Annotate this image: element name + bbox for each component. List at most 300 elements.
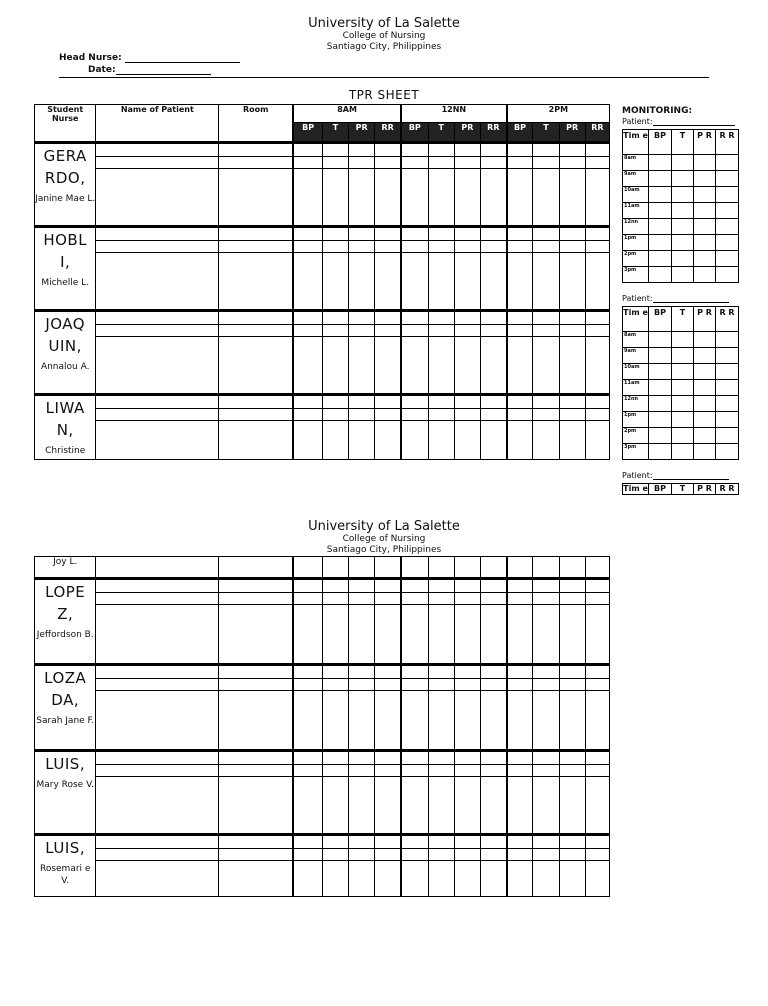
patient-name-cell[interactable] (96, 337, 219, 395)
patient-name-cell[interactable] (96, 169, 219, 227)
vital-entry-cell[interactable] (428, 241, 454, 253)
vital-entry-cell[interactable] (401, 849, 428, 861)
vital-entry-cell[interactable] (559, 143, 585, 157)
vital-entry-cell[interactable] (454, 409, 480, 421)
vital-entry-cell[interactable] (428, 691, 454, 751)
vital-entry-cell[interactable] (585, 253, 609, 311)
vital-entry-cell[interactable] (454, 325, 480, 337)
vital-entry-cell[interactable] (454, 557, 480, 579)
vital-entry-cell[interactable] (585, 605, 609, 665)
vital-entry-cell[interactable] (401, 311, 428, 325)
vital-entry-cell[interactable] (349, 325, 375, 337)
vital-entry-cell[interactable] (507, 691, 533, 751)
vital-entry-cell[interactable] (533, 579, 559, 593)
vital-entry-cell[interactable] (428, 605, 454, 665)
vital-entry-cell[interactable] (585, 421, 609, 460)
vital-entry-cell[interactable] (481, 835, 507, 849)
vital-entry-cell[interactable] (401, 861, 428, 897)
vital-entry-cell[interactable] (507, 395, 533, 409)
patient-name-cell[interactable] (96, 227, 219, 241)
monitoring-patient-1[interactable] (622, 117, 735, 126)
vital-entry-cell[interactable] (375, 241, 401, 253)
monitoring-entry-cell[interactable] (694, 267, 716, 283)
patient-name-cell[interactable] (96, 241, 219, 253)
vital-entry-cell[interactable] (349, 849, 375, 861)
vital-entry-cell[interactable] (454, 751, 480, 765)
vital-entry-cell[interactable] (481, 679, 507, 691)
vital-entry-cell[interactable] (533, 751, 559, 765)
patient-name-cell[interactable] (96, 605, 219, 665)
vital-entry-cell[interactable] (349, 605, 375, 665)
vital-entry-cell[interactable] (454, 849, 480, 861)
vital-entry-cell[interactable] (507, 765, 533, 777)
monitoring-entry-cell[interactable] (649, 348, 672, 364)
vital-entry-cell[interactable] (322, 679, 348, 691)
monitoring-entry-cell[interactable] (649, 396, 672, 412)
vital-entry-cell[interactable] (322, 421, 348, 460)
vital-entry-cell[interactable] (585, 311, 609, 325)
vital-entry-cell[interactable] (349, 777, 375, 835)
vital-entry-cell[interactable] (401, 157, 428, 169)
monitoring-entry-cell[interactable] (694, 364, 716, 380)
room-cell[interactable] (219, 593, 294, 605)
patient-name-cell[interactable] (96, 311, 219, 325)
vital-entry-cell[interactable] (585, 169, 609, 227)
vital-entry-cell[interactable] (322, 143, 348, 157)
vital-entry-cell[interactable] (322, 169, 348, 227)
vital-entry-cell[interactable] (349, 253, 375, 311)
vital-entry-cell[interactable] (401, 325, 428, 337)
vital-entry-cell[interactable] (559, 593, 585, 605)
vital-entry-cell[interactable] (401, 777, 428, 835)
vital-entry-cell[interactable] (533, 241, 559, 253)
monitoring-entry-cell[interactable] (672, 171, 694, 187)
monitoring-entry-cell[interactable] (716, 348, 739, 364)
vital-entry-cell[interactable] (481, 605, 507, 665)
monitoring-entry-cell[interactable] (694, 348, 716, 364)
vital-entry-cell[interactable] (349, 241, 375, 253)
vital-entry-cell[interactable] (293, 751, 322, 765)
patient-name-cell[interactable] (96, 861, 219, 897)
vital-entry-cell[interactable] (375, 777, 401, 835)
vital-entry-cell[interactable] (559, 169, 585, 227)
monitoring-entry-cell[interactable] (716, 187, 739, 203)
monitoring-entry-cell[interactable] (694, 171, 716, 187)
vital-entry-cell[interactable] (375, 253, 401, 311)
monitoring-entry-cell[interactable] (716, 155, 739, 171)
vital-entry-cell[interactable] (322, 665, 348, 679)
vital-entry-cell[interactable] (454, 421, 480, 460)
vital-entry-cell[interactable] (293, 169, 322, 227)
vital-entry-cell[interactable] (322, 557, 348, 579)
monitoring-entry-cell[interactable] (694, 412, 716, 428)
vital-entry-cell[interactable] (293, 253, 322, 311)
vital-entry-cell[interactable] (293, 835, 322, 849)
vital-entry-cell[interactable] (533, 143, 559, 157)
vital-entry-cell[interactable] (322, 253, 348, 311)
vital-entry-cell[interactable] (533, 421, 559, 460)
vital-entry-cell[interactable] (375, 579, 401, 593)
vital-entry-cell[interactable] (507, 665, 533, 679)
patient-name-cell[interactable] (96, 409, 219, 421)
vital-entry-cell[interactable] (559, 751, 585, 765)
vital-entry-cell[interactable] (375, 557, 401, 579)
vital-entry-cell[interactable] (481, 777, 507, 835)
vital-entry-cell[interactable] (559, 395, 585, 409)
vital-entry-cell[interactable] (401, 253, 428, 311)
vital-entry-cell[interactable] (293, 593, 322, 605)
room-cell[interactable] (219, 409, 294, 421)
patient-name-cell[interactable] (96, 849, 219, 861)
vital-entry-cell[interactable] (559, 691, 585, 751)
vital-entry-cell[interactable] (585, 861, 609, 897)
vital-entry-cell[interactable] (349, 861, 375, 897)
room-cell[interactable] (219, 605, 294, 665)
monitoring-entry-cell[interactable] (716, 219, 739, 235)
vital-entry-cell[interactable] (322, 691, 348, 751)
vital-entry-cell[interactable] (454, 337, 480, 395)
vital-entry-cell[interactable] (349, 665, 375, 679)
monitoring-entry-cell[interactable] (694, 219, 716, 235)
vital-entry-cell[interactable] (585, 751, 609, 765)
vital-entry-cell[interactable] (428, 835, 454, 849)
vital-entry-cell[interactable] (559, 253, 585, 311)
vital-entry-cell[interactable] (401, 227, 428, 241)
vital-entry-cell[interactable] (559, 409, 585, 421)
monitoring-entry-cell[interactable] (716, 396, 739, 412)
monitoring-entry-cell[interactable] (716, 267, 739, 283)
vital-entry-cell[interactable] (401, 395, 428, 409)
monitoring-entry-cell[interactable] (649, 332, 672, 348)
vital-entry-cell[interactable] (375, 227, 401, 241)
vital-entry-cell[interactable] (533, 227, 559, 241)
vital-entry-cell[interactable] (454, 679, 480, 691)
room-cell[interactable] (219, 777, 294, 835)
monitoring-entry-cell[interactable] (649, 171, 672, 187)
monitoring-entry-cell[interactable] (716, 171, 739, 187)
vital-entry-cell[interactable] (322, 311, 348, 325)
patient-name-cell[interactable] (96, 143, 219, 157)
vital-entry-cell[interactable] (507, 157, 533, 169)
vital-entry-cell[interactable] (349, 835, 375, 849)
vital-entry-cell[interactable] (293, 579, 322, 593)
vital-entry-cell[interactable] (507, 777, 533, 835)
vital-entry-cell[interactable] (428, 849, 454, 861)
vital-entry-cell[interactable] (454, 311, 480, 325)
vital-entry-cell[interactable] (559, 665, 585, 679)
vital-entry-cell[interactable] (293, 241, 322, 253)
vital-entry-cell[interactable] (507, 143, 533, 157)
vital-entry-cell[interactable] (322, 751, 348, 765)
monitoring-patient-2[interactable] (622, 294, 729, 303)
vital-entry-cell[interactable] (480, 157, 506, 169)
vital-entry-cell[interactable] (507, 751, 533, 765)
vital-entry-cell[interactable] (454, 861, 480, 897)
vital-entry-cell[interactable] (349, 421, 375, 460)
vital-entry-cell[interactable] (293, 421, 322, 460)
monitoring-entry-cell[interactable] (716, 235, 739, 251)
vital-entry-cell[interactable] (507, 337, 533, 395)
vital-entry-cell[interactable] (401, 593, 428, 605)
vital-entry-cell[interactable] (322, 325, 348, 337)
vital-entry-cell[interactable] (585, 765, 609, 777)
vital-entry-cell[interactable] (375, 325, 401, 337)
vital-entry-cell[interactable] (428, 227, 454, 241)
vital-entry-cell[interactable] (428, 751, 454, 765)
vital-entry-cell[interactable] (533, 765, 559, 777)
vital-entry-cell[interactable] (349, 765, 375, 777)
vital-entry-cell[interactable] (559, 421, 585, 460)
monitoring-entry-cell[interactable] (672, 412, 694, 428)
monitoring-entry-cell[interactable] (716, 444, 739, 460)
vital-entry-cell[interactable] (375, 765, 401, 777)
room-cell[interactable] (219, 835, 294, 849)
vital-entry-cell[interactable] (507, 579, 533, 593)
monitoring-entry-cell[interactable] (649, 187, 672, 203)
vital-entry-cell[interactable] (375, 337, 401, 395)
vital-entry-cell[interactable] (533, 157, 559, 169)
room-cell[interactable] (219, 751, 294, 765)
vital-entry-cell[interactable] (454, 579, 480, 593)
patient-name-cell[interactable] (96, 835, 219, 849)
patient-name-cell[interactable] (96, 679, 219, 691)
vital-entry-cell[interactable] (533, 605, 559, 665)
vital-entry-cell[interactable] (481, 765, 507, 777)
vital-entry-cell[interactable] (401, 337, 428, 395)
vital-entry-cell[interactable] (349, 157, 375, 169)
room-cell[interactable] (219, 311, 294, 325)
vital-entry-cell[interactable] (428, 665, 454, 679)
vital-entry-cell[interactable] (480, 241, 506, 253)
vital-entry-cell[interactable] (375, 593, 401, 605)
room-cell[interactable] (219, 665, 294, 679)
room-cell[interactable] (219, 253, 294, 311)
vital-entry-cell[interactable] (559, 337, 585, 395)
vital-entry-cell[interactable] (349, 691, 375, 751)
vital-entry-cell[interactable] (533, 665, 559, 679)
vital-entry-cell[interactable] (322, 395, 348, 409)
monitoring-entry-cell[interactable] (672, 187, 694, 203)
vital-entry-cell[interactable] (507, 227, 533, 241)
monitoring-entry-cell[interactable] (694, 396, 716, 412)
vital-entry-cell[interactable] (293, 325, 322, 337)
monitoring-entry-cell[interactable] (649, 444, 672, 460)
vital-entry-cell[interactable] (401, 835, 428, 849)
monitoring-entry-cell[interactable] (649, 412, 672, 428)
vital-entry-cell[interactable] (322, 605, 348, 665)
monitoring-entry-cell[interactable] (716, 380, 739, 396)
room-cell[interactable] (219, 337, 294, 395)
vital-entry-cell[interactable] (559, 227, 585, 241)
vital-entry-cell[interactable] (585, 579, 609, 593)
vital-entry-cell[interactable] (533, 169, 559, 227)
vital-entry-cell[interactable] (454, 253, 480, 311)
vital-entry-cell[interactable] (481, 751, 507, 765)
vital-entry-cell[interactable] (585, 777, 609, 835)
vital-entry-cell[interactable] (428, 253, 454, 311)
vital-entry-cell[interactable] (401, 765, 428, 777)
vital-entry-cell[interactable] (428, 337, 454, 395)
vital-entry-cell[interactable] (375, 143, 401, 157)
vital-entry-cell[interactable] (375, 421, 401, 460)
monitoring-entry-cell[interactable] (716, 251, 739, 267)
vital-entry-cell[interactable] (293, 777, 322, 835)
vital-entry-cell[interactable] (507, 835, 533, 849)
vital-entry-cell[interactable] (401, 421, 428, 460)
monitoring-entry-cell[interactable] (694, 444, 716, 460)
patient-name-cell[interactable] (96, 421, 219, 460)
vital-entry-cell[interactable] (533, 557, 559, 579)
vital-entry-cell[interactable] (559, 311, 585, 325)
vital-entry-cell[interactable] (375, 861, 401, 897)
vital-entry-cell[interactable] (428, 409, 454, 421)
vital-entry-cell[interactable] (533, 337, 559, 395)
vital-entry-cell[interactable] (507, 253, 533, 311)
vital-entry-cell[interactable] (401, 665, 428, 679)
monitoring-entry-cell[interactable] (672, 444, 694, 460)
monitoring-entry-cell[interactable] (672, 396, 694, 412)
vital-entry-cell[interactable] (480, 227, 506, 241)
monitoring-entry-cell[interactable] (694, 251, 716, 267)
monitoring-entry-cell[interactable] (649, 364, 672, 380)
monitoring-entry-cell[interactable] (672, 235, 694, 251)
vital-entry-cell[interactable] (533, 253, 559, 311)
room-cell[interactable] (219, 227, 294, 241)
monitoring-entry-cell[interactable] (672, 332, 694, 348)
vital-entry-cell[interactable] (322, 849, 348, 861)
vital-entry-cell[interactable] (585, 143, 609, 157)
monitoring-entry-cell[interactable] (694, 235, 716, 251)
monitoring-entry-cell[interactable] (672, 348, 694, 364)
monitoring-entry-cell[interactable] (649, 251, 672, 267)
vital-entry-cell[interactable] (349, 169, 375, 227)
vital-entry-cell[interactable] (454, 593, 480, 605)
vital-entry-cell[interactable] (322, 157, 348, 169)
vital-entry-cell[interactable] (428, 325, 454, 337)
room-cell[interactable] (219, 691, 294, 751)
vital-entry-cell[interactable] (585, 337, 609, 395)
vital-entry-cell[interactable] (375, 665, 401, 679)
vital-entry-cell[interactable] (349, 751, 375, 765)
monitoring-entry-cell[interactable] (672, 155, 694, 171)
patient-name-cell[interactable] (96, 253, 219, 311)
vital-entry-cell[interactable] (533, 409, 559, 421)
room-cell[interactable] (219, 143, 294, 157)
vital-entry-cell[interactable] (585, 157, 609, 169)
vital-entry-cell[interactable] (454, 835, 480, 849)
monitoring-entry-cell[interactable] (694, 203, 716, 219)
monitoring-entry-cell[interactable] (716, 412, 739, 428)
patient-name-cell[interactable] (96, 157, 219, 169)
vital-entry-cell[interactable] (507, 325, 533, 337)
vital-entry-cell[interactable] (428, 557, 454, 579)
vital-entry-cell[interactable] (585, 665, 609, 679)
vital-entry-cell[interactable] (322, 241, 348, 253)
monitoring-entry-cell[interactable] (672, 380, 694, 396)
head-nurse-field[interactable] (59, 53, 240, 63)
vital-entry-cell[interactable] (293, 337, 322, 395)
vital-entry-cell[interactable] (559, 325, 585, 337)
monitoring-entry-cell[interactable] (716, 203, 739, 219)
vital-entry-cell[interactable] (401, 557, 428, 579)
vital-entry-cell[interactable] (507, 241, 533, 253)
vital-entry-cell[interactable] (322, 593, 348, 605)
vital-entry-cell[interactable] (401, 409, 428, 421)
patient-name-cell[interactable] (96, 395, 219, 409)
vital-entry-cell[interactable] (507, 593, 533, 605)
vital-entry-cell[interactable] (293, 691, 322, 751)
vital-entry-cell[interactable] (481, 557, 507, 579)
vital-entry-cell[interactable] (375, 409, 401, 421)
vital-entry-cell[interactable] (480, 253, 506, 311)
vital-entry-cell[interactable] (585, 409, 609, 421)
patient-name-cell[interactable] (96, 325, 219, 337)
vital-entry-cell[interactable] (507, 605, 533, 665)
vital-entry-cell[interactable] (507, 311, 533, 325)
vital-entry-cell[interactable] (454, 691, 480, 751)
vital-entry-cell[interactable] (428, 593, 454, 605)
vital-entry-cell[interactable] (585, 593, 609, 605)
vital-entry-cell[interactable] (293, 143, 322, 157)
vital-entry-cell[interactable] (375, 835, 401, 849)
vital-entry-cell[interactable] (375, 679, 401, 691)
vital-entry-cell[interactable] (293, 861, 322, 897)
vital-entry-cell[interactable] (507, 679, 533, 691)
vital-entry-cell[interactable] (349, 579, 375, 593)
vital-entry-cell[interactable] (401, 579, 428, 593)
monitoring-entry-cell[interactable] (649, 267, 672, 283)
vital-entry-cell[interactable] (401, 751, 428, 765)
vital-entry-cell[interactable] (454, 157, 480, 169)
monitoring-entry-cell[interactable] (672, 428, 694, 444)
vital-entry-cell[interactable] (428, 311, 454, 325)
room-cell[interactable] (219, 765, 294, 777)
vital-entry-cell[interactable] (428, 395, 454, 409)
date-field[interactable] (88, 65, 211, 75)
vital-entry-cell[interactable] (533, 311, 559, 325)
vital-entry-cell[interactable] (322, 227, 348, 241)
monitoring-entry-cell[interactable] (694, 332, 716, 348)
monitoring-entry-cell[interactable] (716, 332, 739, 348)
vital-entry-cell[interactable] (401, 605, 428, 665)
vital-entry-cell[interactable] (375, 157, 401, 169)
vital-entry-cell[interactable] (480, 311, 506, 325)
vital-entry-cell[interactable] (480, 143, 506, 157)
vital-entry-cell[interactable] (559, 605, 585, 665)
room-cell[interactable] (219, 421, 294, 460)
vital-entry-cell[interactable] (293, 557, 322, 579)
vital-entry-cell[interactable] (293, 605, 322, 665)
vital-entry-cell[interactable] (559, 777, 585, 835)
patient-name-cell[interactable] (96, 765, 219, 777)
vital-entry-cell[interactable] (481, 579, 507, 593)
room-cell[interactable] (219, 395, 294, 409)
vital-entry-cell[interactable] (219, 557, 294, 579)
monitoring-entry-cell[interactable] (694, 428, 716, 444)
vital-entry-cell[interactable] (349, 337, 375, 395)
room-cell[interactable] (219, 241, 294, 253)
vital-entry-cell[interactable] (375, 691, 401, 751)
monitoring-entry-cell[interactable] (694, 187, 716, 203)
vital-entry-cell[interactable] (507, 421, 533, 460)
vital-entry-cell[interactable] (322, 777, 348, 835)
vital-entry-cell[interactable] (322, 337, 348, 395)
monitoring-entry-cell[interactable] (672, 203, 694, 219)
vital-entry-cell[interactable] (293, 311, 322, 325)
vital-entry-cell[interactable] (428, 861, 454, 897)
vital-entry-cell[interactable] (375, 311, 401, 325)
vital-entry-cell[interactable] (322, 765, 348, 777)
